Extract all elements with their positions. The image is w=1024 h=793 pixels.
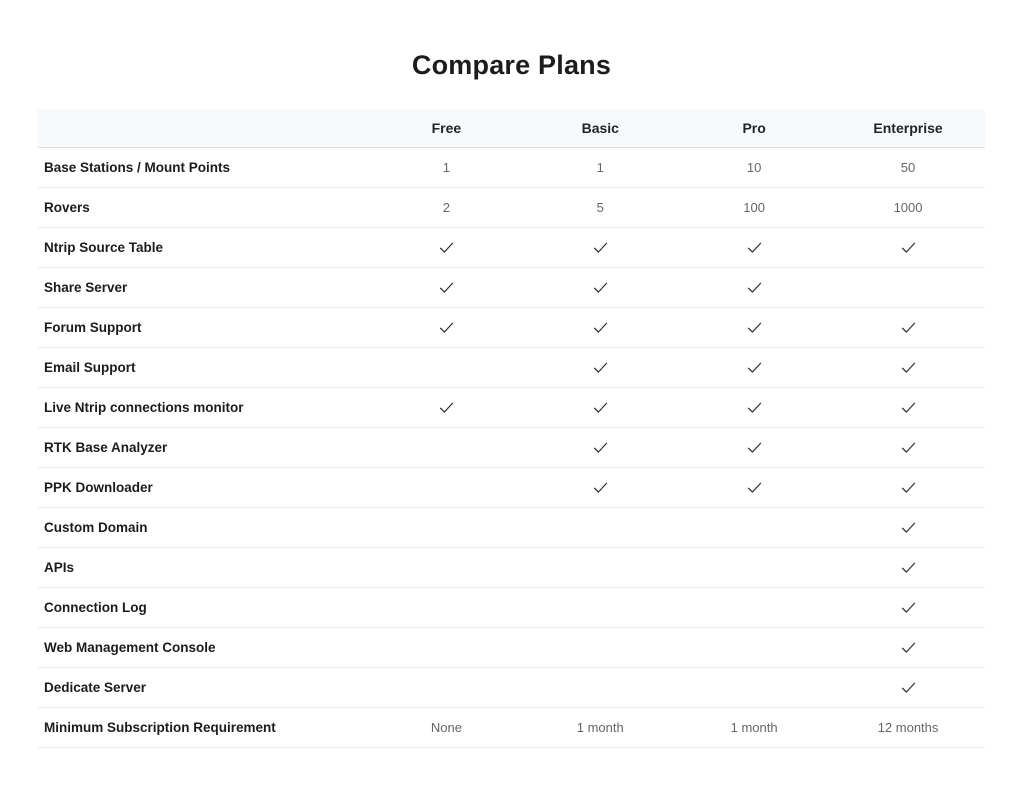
check-icon: [592, 319, 609, 336]
plan-value-cell: [677, 227, 831, 267]
plan-value-cell: [369, 667, 523, 707]
plan-value-cell: [831, 507, 985, 547]
plan-value-cell: [523, 467, 677, 507]
header-row: [38, 109, 985, 147]
table-row: [38, 387, 985, 427]
check-icon: [900, 639, 917, 656]
plan-value-cell: 1: [596, 159, 604, 175]
table-row: [38, 547, 985, 587]
check-icon: [592, 239, 609, 256]
feature-label: APIs: [44, 559, 75, 575]
check-icon: [592, 399, 609, 416]
plan-value-cell: 1 month: [730, 719, 778, 735]
plan-value-cell: [523, 427, 677, 467]
plan-value-cell: [677, 427, 831, 467]
plan-value-cell: [523, 387, 677, 427]
plan-value-cell: [523, 227, 677, 267]
plan-value-cell: [369, 627, 523, 667]
plan-value-cell: [831, 547, 985, 587]
check-icon: [900, 679, 917, 696]
check-icon: [438, 239, 455, 256]
check-icon: [900, 439, 917, 456]
feature-label: Custom Domain: [44, 519, 148, 535]
plan-value-cell: [831, 307, 985, 347]
plan-value-cell: [369, 467, 523, 507]
feature-label: Connection Log: [44, 599, 147, 615]
plan-value-cell: [677, 587, 831, 627]
table-row: [38, 667, 985, 707]
plan-value-cell: [677, 267, 831, 307]
plan-value-cell: 100: [743, 199, 765, 215]
check-icon: [438, 399, 455, 416]
plan-value-cell: [523, 667, 677, 707]
check-icon: [746, 399, 763, 416]
plan-value-cell: 1 month: [576, 719, 624, 735]
check-icon: [592, 479, 609, 496]
plan-value-cell: 10: [746, 159, 762, 175]
plan-value-cell: [831, 267, 985, 307]
plan-value-cell: [677, 307, 831, 347]
plan-value-cell: [523, 507, 677, 547]
check-icon: [746, 439, 763, 456]
plan-value-cell: None: [430, 719, 462, 735]
plan-value-cell: [677, 667, 831, 707]
check-icon: [900, 559, 917, 576]
check-icon: [746, 359, 763, 376]
column-header-enterprise: Enterprise: [831, 109, 985, 147]
table-row: [38, 627, 985, 667]
plan-value-cell: [831, 227, 985, 267]
plan-value-cell: [369, 387, 523, 427]
check-icon: [746, 279, 763, 296]
table-row: [38, 507, 985, 547]
table-row: [38, 467, 985, 507]
feature-label: PPK Downloader: [44, 479, 153, 495]
plan-value-cell: [523, 627, 677, 667]
feature-label: RTK Base Analyzer: [44, 439, 168, 455]
plan-value-cell: [369, 547, 523, 587]
column-header-feature: [38, 109, 369, 147]
check-icon: [592, 359, 609, 376]
feature-label: Base Stations / Mount Points: [44, 159, 231, 175]
plan-value-cell: [677, 547, 831, 587]
plan-value-cell: [677, 347, 831, 387]
table-row: [38, 227, 985, 267]
column-header-free: Free: [369, 109, 523, 147]
plan-value-cell: [831, 427, 985, 467]
feature-label: Rovers: [44, 199, 90, 215]
plan-value-cell: [523, 347, 677, 387]
table-row: [38, 147, 985, 187]
check-icon: [900, 519, 917, 536]
plan-value-cell: 50: [900, 159, 916, 175]
plan-value-cell: [369, 307, 523, 347]
plan-value-cell: [677, 467, 831, 507]
check-icon: [746, 319, 763, 336]
plan-value-cell: [523, 307, 677, 347]
table-row: [38, 707, 985, 747]
feature-label: Live Ntrip connections monitor: [44, 399, 244, 415]
plan-value-cell: [677, 507, 831, 547]
plan-value-cell: [831, 347, 985, 387]
plan-value-cell: [831, 467, 985, 507]
plan-value-cell: [831, 587, 985, 627]
feature-label: Minimum Subscription Requirement: [44, 719, 276, 735]
feature-label: Dedicate Server: [44, 679, 147, 695]
check-icon: [900, 479, 917, 496]
check-icon: [900, 239, 917, 256]
feature-label: Share Server: [44, 279, 128, 295]
check-icon: [592, 439, 609, 456]
table-row: [38, 307, 985, 347]
plan-value-cell: [523, 587, 677, 627]
feature-label: Web Management Console: [44, 639, 216, 655]
check-icon: [746, 239, 763, 256]
column-header-pro: Pro: [677, 109, 831, 147]
plan-value-cell: [369, 347, 523, 387]
check-icon: [900, 359, 917, 376]
plan-value-cell: [369, 507, 523, 547]
table-row: [38, 347, 985, 387]
plan-value-cell: [831, 667, 985, 707]
plan-value-cell: [831, 387, 985, 427]
plan-value-cell: [369, 267, 523, 307]
table-row: [38, 267, 985, 307]
compare-plans-table: [38, 109, 985, 748]
check-icon: [438, 319, 455, 336]
plan-table-header: [38, 109, 985, 147]
table-row: [38, 187, 985, 227]
plan-value-cell: 1: [442, 159, 450, 175]
check-icon: [746, 479, 763, 496]
column-header-basic: Basic: [523, 109, 677, 147]
page-title: Compare Plans: [411, 50, 612, 80]
plan-value-cell: [523, 547, 677, 587]
plan-value-cell: [831, 627, 985, 667]
plan-table-body: [38, 147, 985, 747]
plan-value-cell: 5: [596, 199, 604, 215]
plan-value-cell: 1000: [893, 199, 923, 215]
plan-value-cell: [677, 627, 831, 667]
check-icon: [592, 279, 609, 296]
check-icon: [900, 599, 917, 616]
plan-value-cell: 12 months: [877, 719, 939, 735]
plan-value-cell: [369, 587, 523, 627]
table-row: [38, 587, 985, 627]
feature-label: Forum Support: [44, 319, 142, 335]
feature-label: Email Support: [44, 359, 136, 375]
plan-value-cell: [677, 387, 831, 427]
plan-value-cell: [369, 227, 523, 267]
plan-value-cell: [369, 427, 523, 467]
table-row: [38, 427, 985, 467]
check-icon: [438, 279, 455, 296]
plan-value-cell: [523, 267, 677, 307]
plan-value-cell: 2: [442, 199, 450, 215]
check-icon: [900, 399, 917, 416]
check-icon: [900, 319, 917, 336]
feature-label: Ntrip Source Table: [44, 239, 164, 255]
page-content: [38, 0, 985, 748]
